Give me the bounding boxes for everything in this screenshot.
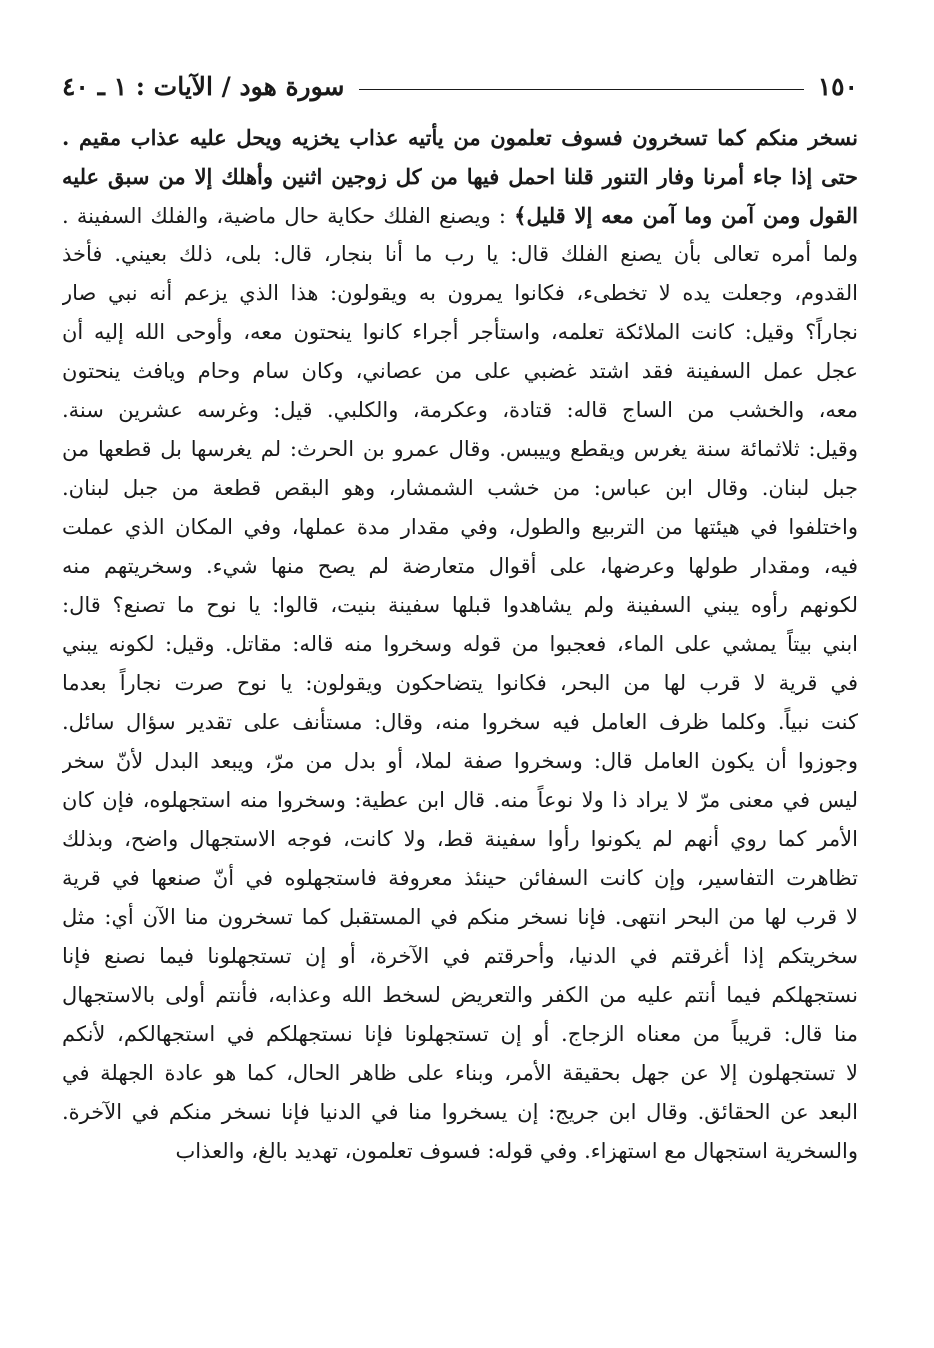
- commentary-text: نجاراً؟ وقيل: كانت الملائكة تعلمه، واستأجر أجراء كانوا ينحتون معه، وأوحى الله إليه أن: [62, 320, 858, 344]
- text-line: [62, 274, 858, 313]
- commentary-text: معه، والخشب من الساج قاله: قتادة، وعكرمة، والكلبي. قيل: وغرسه عشرين سنة.: [62, 398, 858, 422]
- page-header: [62, 66, 858, 106]
- commentary-text: : ويصنع الفلك حكاية حال ماضية، والفلك السفينة .: [62, 204, 515, 228]
- commentary-text: وجوزوا أن يكون العامل قال: وسخروا صفة لملا، أو بدل من مرّ، ويبعد البدل لأنّ سخر: [62, 749, 858, 773]
- text-line: [62, 859, 858, 898]
- quran-text: القول ومن آمن وما آمن معه إلا قليل﴾: [514, 203, 858, 228]
- text-line: [62, 352, 858, 391]
- text-line: [62, 820, 858, 859]
- text-line: [62, 742, 858, 781]
- page-number: ١٥٠: [817, 71, 858, 101]
- commentary-text: في قرية لا قرب لها من البحر، فكانوا يتضاحكون ويقولون: يا نوح صرت نجاراً بعدما: [62, 671, 858, 695]
- text-line: [62, 1054, 858, 1093]
- text-line: [62, 937, 858, 976]
- commentary-text: لا تستجهلون إلا عن جهل بحقيقة الأمر، وبناء على ظاهر الحال، كما هو عادة الجهلة في: [62, 1061, 858, 1085]
- commentary-text: البعد عن الحقائق. وقال ابن جريج: إن يسخروا منا في الدنيا فإنا نسخر منكم في الآخرة.: [62, 1100, 858, 1124]
- text-line: [62, 391, 858, 430]
- commentary-text: ابني بيتاً يمشي على الماء، فعجبوا من قوله وسخروا منه قاله: مقاتل. وقيل: لكونه يبني: [62, 632, 858, 656]
- quran-text: نسخر منكم كما تسخرون فسوف تعلمون من يأتيه عذاب يخزيه ويحل عليه عذاب مقيم .: [62, 125, 858, 150]
- text-line: [62, 625, 858, 664]
- commentary-text: الأمر كما روي أنهم لم يكونوا رأوا سفينة قط، ولا كانت، فوجه الاستجهال واضح، وبذلك: [62, 827, 858, 851]
- commentary-text: ليس في معنى مرّ لا يراد ذا ولا نوعاً منه. قال ابن عطية: وسخروا منه استجهلوه، فإن كان: [62, 788, 858, 812]
- text-line: [62, 703, 858, 742]
- commentary-text: لكونهم رأوه يبني السفينة ولم يشاهدوا قبلها سفينة بنيت، قالوا: يا نوح ما تصنع؟ قال:: [62, 593, 858, 617]
- text-line: [62, 157, 858, 196]
- text-line: [62, 1093, 858, 1132]
- commentary-text: القدوم، وجعلت يده لا تخطىء، فكانوا يمرون به ويقولون: هذا الذي يزعم أنه نبي صار: [62, 281, 858, 305]
- header-rule: [359, 89, 804, 90]
- commentary-text: منا قال: قريباً من معناه الزجاج. أو إن تستجهلونا فإنا نستجهلكم في استجهالكم، لأنكم: [62, 1022, 858, 1046]
- text-line: [62, 781, 858, 820]
- text-line: [62, 469, 858, 508]
- text-line: [62, 898, 858, 937]
- commentary-text: لا قرب لها من البحر انتهى. فإنا نسخر منكم في المستقبل كما تسخرون منا الآن أي: مثل: [62, 905, 858, 929]
- text-line: [62, 664, 858, 703]
- text-line: [62, 235, 858, 274]
- text-line: [62, 1015, 858, 1054]
- running-title: سورة هود / الآيات : ١ ـ ٤٠: [62, 71, 345, 101]
- commentary-text: فيه، ومقدار طولها وعرضها، على أقوال متعارضة لم يصح منها شيء. وسخريتهم منه: [62, 554, 858, 578]
- commentary-text: وقيل: ثلاثمائة سنة يغرس ويقطع وييبس. وقال عمرو بن الحرث: لم يغرسها بل قطعها من: [62, 437, 858, 461]
- text-line: [62, 976, 858, 1015]
- commentary-text: جبل لبنان. وقال ابن عباس: من خشب الشمشار، وهو البقص قطعة من جبل لبنان.: [62, 476, 858, 500]
- text-line: [62, 196, 858, 235]
- text-line: [62, 508, 858, 547]
- commentary-text: واختلفوا في هيئتها من التربيع والطول، وفي مقدار مدة عملها، وفي المكان الذي عملت: [62, 515, 858, 539]
- text-line: [62, 586, 858, 625]
- text-line: [62, 547, 858, 586]
- quran-text: حتى إذا جاء أمرنا وفار التنور قلنا احمل فيها من كل زوجين اثنين وأهلك إلا من سبق عليه: [62, 164, 858, 189]
- text-line: [62, 118, 858, 157]
- text-line: [62, 430, 858, 469]
- commentary-text: كنت نبياً. وكلما ظرف العامل فيه سخروا منه، وقال: مستأنف على تقدير سؤال سائل.: [62, 710, 858, 734]
- commentary-text: ولما أمره تعالى بأن يصنع الفلك قال: يا رب ما أنا بنجار، قال: بلى، ذلك بعيني. فأخذ: [62, 242, 858, 266]
- commentary-text: والسخرية استجهال مع استهزاء. وفي قوله: فسوف تعلمون، تهديد بالغ، والعذاب: [175, 1139, 858, 1163]
- commentary-text: تظاهرت التفاسير، وإن كانت السفائن حينئذ معروفة فاستجهلوه في أنّ صنعها في قرية: [62, 866, 858, 890]
- text-line: [62, 313, 858, 352]
- text-line: [62, 1132, 858, 1171]
- commentary-text: سخريتكم إذا أغرقتم في الدنيا، وأحرقتم في الآخرة، أو إن تستجهلونا فيما نصنع فإنا: [62, 944, 858, 968]
- page-body: [62, 118, 858, 1171]
- commentary-text: نستجهلكم فيما أنتم عليه من الكفر والتعريض لسخط الله وعذابه، فأنتم أولى بالاستجهال: [62, 983, 858, 1007]
- commentary-text: عجل عمل السفينة فقد اشتد غضبي على من عصاني، وكان سام وحام ويافث ينحتون: [62, 359, 858, 383]
